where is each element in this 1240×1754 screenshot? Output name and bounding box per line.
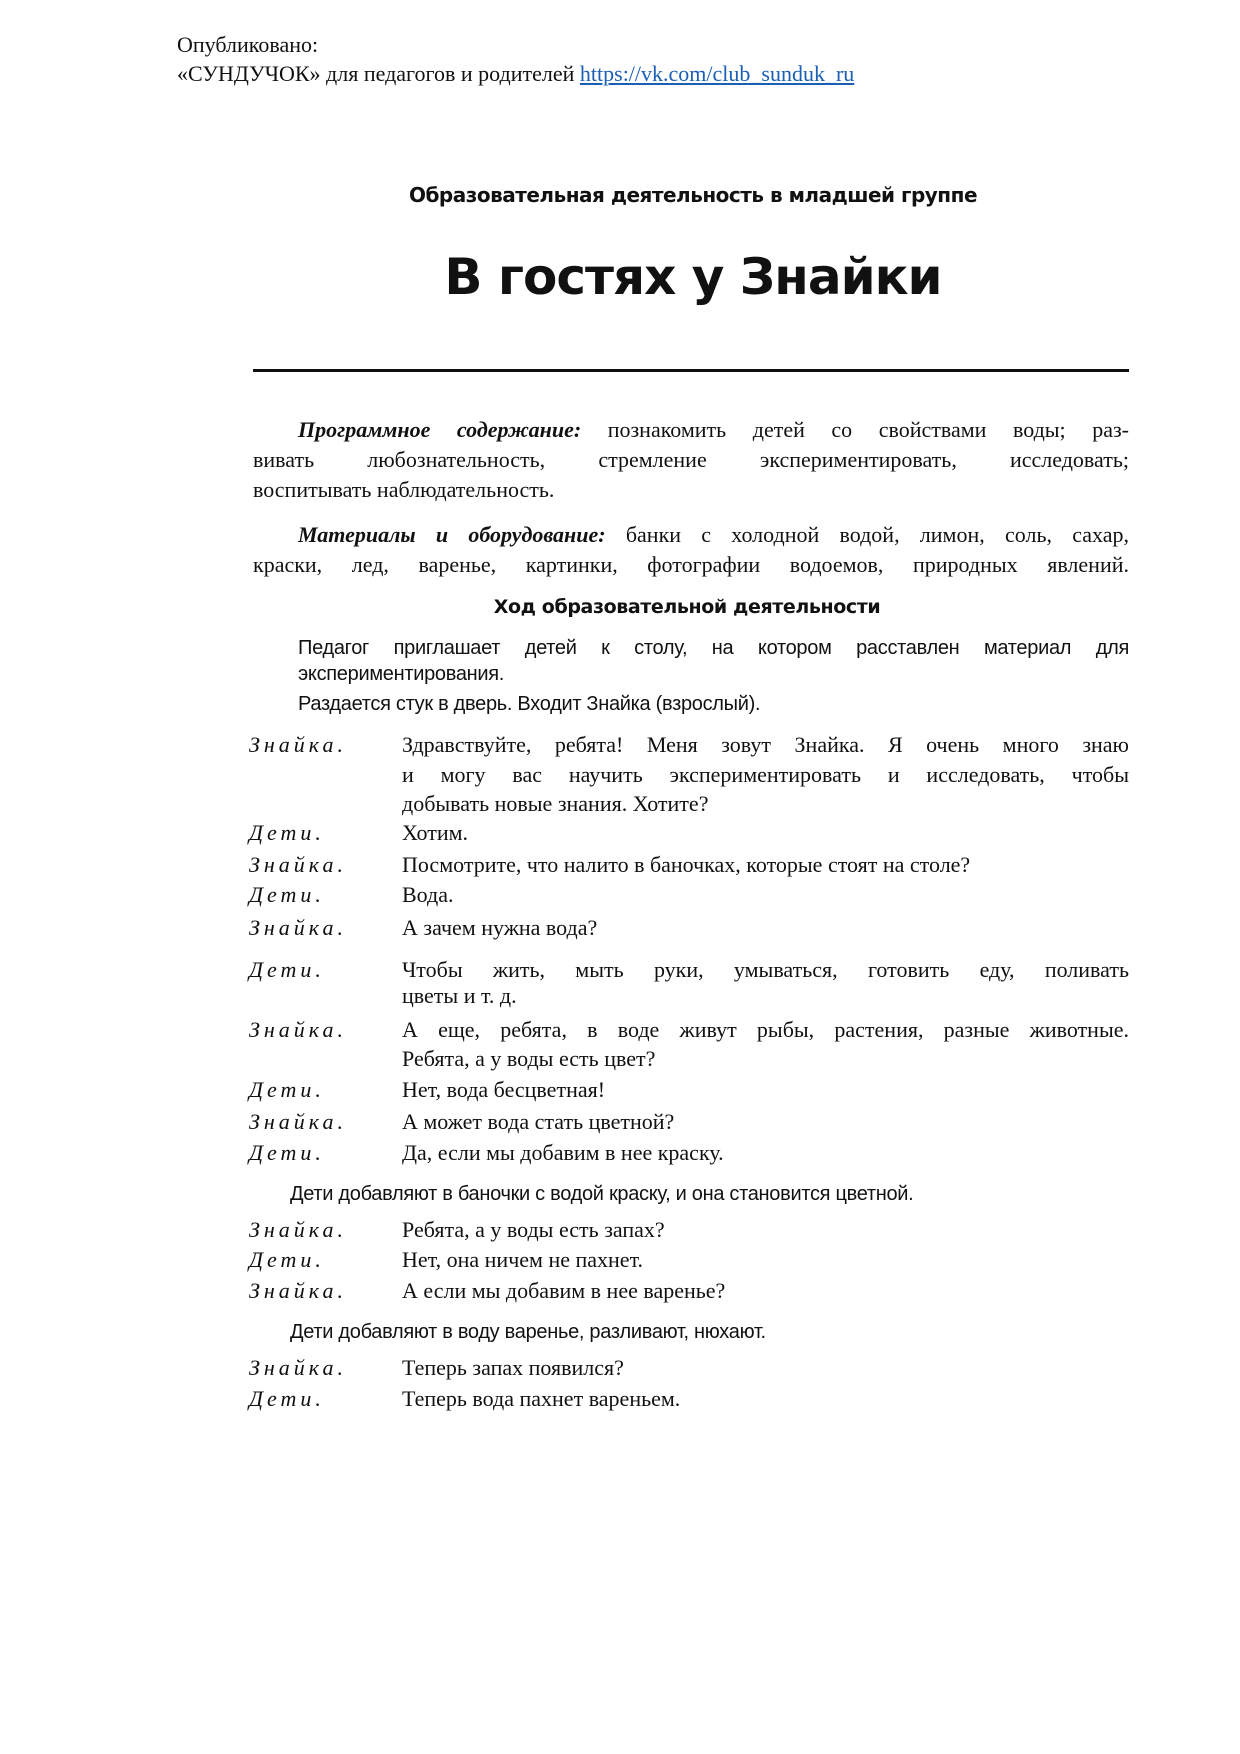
source-line [177,61,854,87]
stage-direction: Дети добавляют в баночки с водой краску, и она становится цветной. [290,1183,914,1205]
dialogue-line: и могу вас научить экспериментировать и исследовать, чтобы [402,762,1129,787]
program-line: вивать любознательность, стремление экспериментировать, исследовать; [253,447,1129,472]
program-line: воспитывать наблюдательность. [253,477,555,502]
dialogue-line: Нет, вода бесцветная! [402,1077,606,1102]
dialogue-line: Нет, она ничем не пахнет. [402,1247,644,1272]
speaker-label: Дети. [249,882,325,907]
intro-line: Педагог приглашает детей к столу, на котором расставлен материал для [298,637,1129,659]
stage-direction: Дети добавляют в воду варенье, разливают, нюхают. [290,1321,766,1343]
speaker-label: Знайка. [249,915,348,940]
dialogue-line: Посмотрите, что налито в баночках, которые стоят на столе? [402,852,971,877]
intro-line: экспериментирования. [298,663,505,685]
dialogue-line: А зачем нужна вода? [402,915,598,940]
speaker-label: Дети. [249,820,325,845]
program-text: познакомить детей со свойствами воды; раз- [607,417,1129,442]
speaker-label: Дети. [249,957,325,982]
source-link[interactable]: https://vk.com/club_sunduk_ru [579,61,855,86]
program-line [298,415,1129,445]
speaker-label: Знайка. [249,1278,348,1303]
materials-label: Материалы и оборудование: [298,522,606,547]
document-title: В гостях у Знайки [444,248,942,306]
dialogue-line: цветы и т. д. [402,983,517,1008]
dialogue-line: Да, если мы добавим в нее краску. [402,1140,724,1165]
dialogue-line: Чтобы жить, мыть руки, умываться, готовить еду, поливать [402,957,1129,982]
dialogue-line: Теперь запах появился? [402,1355,624,1380]
title-divider [253,369,1129,372]
speaker-label: Дети. [249,1140,325,1165]
speaker-label: Знайка. [249,1017,348,1042]
dialogue-line: Ребята, а у воды есть цвет? [402,1046,656,1071]
published-label: Опубликовано: [177,32,319,57]
speaker-label: Знайка. [249,1109,348,1134]
dialogue-line: А может вода стать цветной? [402,1109,675,1134]
dialogue-line: Ребята, а у воды есть запах? [402,1217,665,1242]
program-label: Программное содержание: [298,417,582,442]
dialogue-line: Хотим. [402,820,469,845]
speaker-label: Знайка. [249,1355,348,1380]
speaker-label: Знайка. [249,1217,348,1242]
dialogue-line: А если мы добавим в нее варенье? [402,1278,726,1303]
speaker-label: Дети. [249,1077,325,1102]
dialogue-line: Теперь вода пахнет вареньем. [402,1386,681,1411]
materials-text: банки с холодной водой, лимон, соль, сахар, [625,522,1130,547]
speaker-label: Дети. [249,1386,325,1411]
dialogue-line: Здравствуйте, ребята! Меня зовут Знайка. Я очень много знаю [402,732,1129,757]
materials-line [298,520,1129,550]
speaker-label: Знайка. [249,852,348,877]
dialogue-line: добывать новые знания. Хотите? [402,791,709,816]
materials-line: краски, лед, варенье, картинки, фотографии водоемов, природных явлений. [253,552,1129,577]
section-heading: Ход образовательной деятельности [493,596,881,618]
speaker-label: Дети. [249,1247,325,1272]
speaker-label: Знайка. [249,732,348,757]
dialogue-line: А еще, ребята, в воде живут рыбы, растения, разные животные. [402,1017,1129,1042]
document-subheading: Образовательная деятельность в младшей группе [408,183,978,207]
intro-line: Раздается стук в дверь. Входит Знайка (взрослый). [298,693,761,715]
source-text: «СУНДУЧОК» для педагогов и родителей [177,61,575,86]
dialogue-line: Вода. [402,882,454,907]
